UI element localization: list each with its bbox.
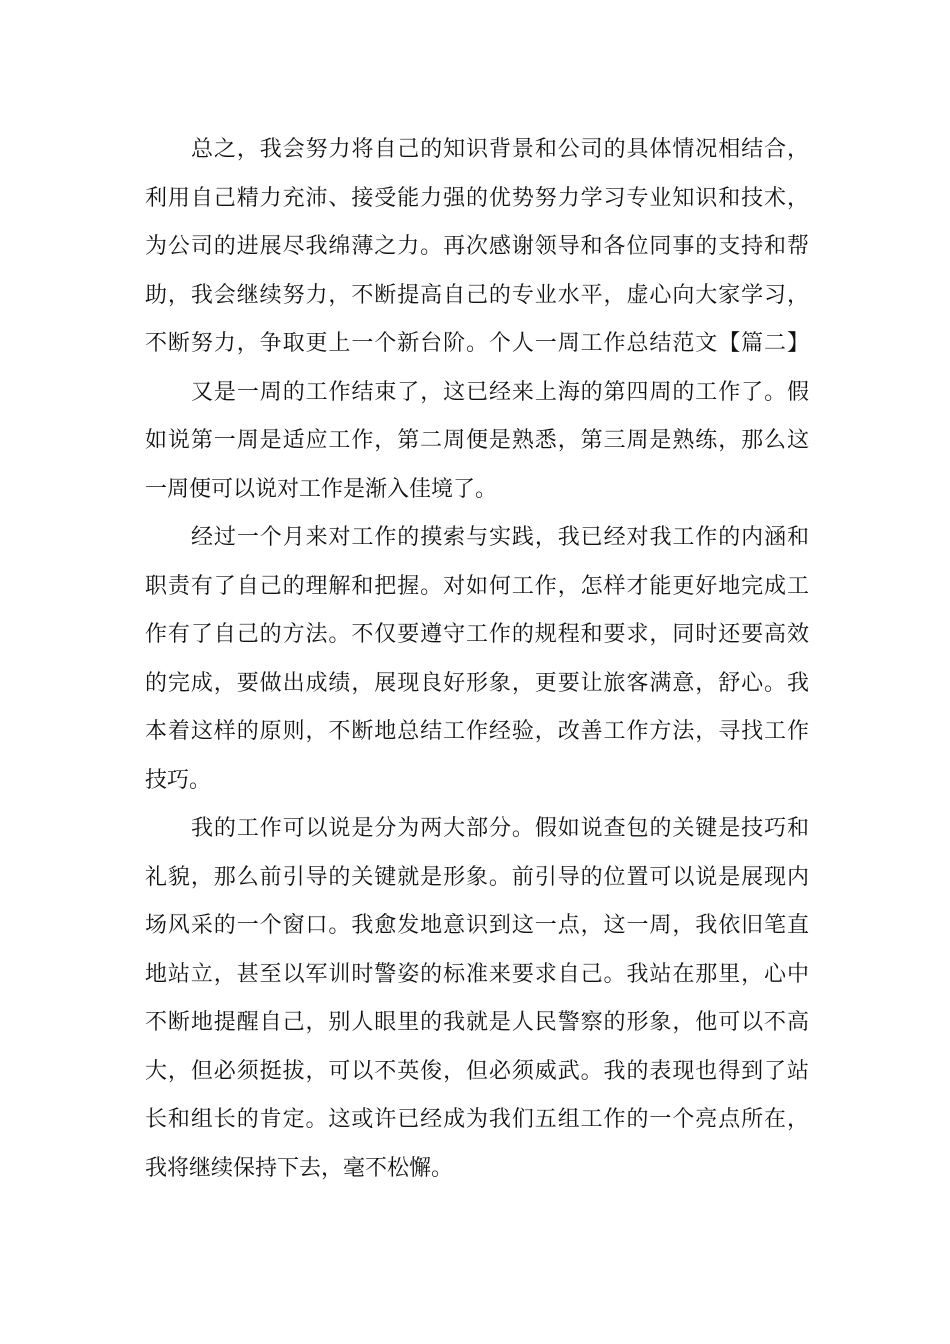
paragraph xyxy=(145,126,809,369)
text-line: 助，我会继续努力，不断提高自己的专业水平，虚心向大家学习， xyxy=(145,282,809,308)
text-line: 总之，我会努力将自己的知识背景和公司的具体情况相结合， xyxy=(191,137,809,162)
text-line: 又是一周的工作结束了，这已经来上海的第四周的工作了。假 xyxy=(191,379,809,405)
text-line: 地站立，甚至以军训时警姿的标准来要求自己。我站在那里，心中 xyxy=(145,961,809,987)
text-line: 我的工作可以说是分为两大部分。假如说查包的关键是技巧和 xyxy=(191,816,809,841)
text-line: 场风采的一个窗口。我愈发地意识到这一点，这一周，我依旧笔直 xyxy=(145,913,809,938)
document-body xyxy=(145,126,809,1193)
paragraph xyxy=(145,369,809,515)
text-line: 长和组长的肯定。这或许已经成为我们五组工作的一个亮点所在， xyxy=(145,1107,809,1132)
text-line: 大，但必须挺拔，可以不英俊，但必须威武。我的表现也得到了站 xyxy=(145,1058,809,1084)
text-line: 礼貌，那么前引导的关键就是形象。前引导的位置可以说是展现内 xyxy=(145,864,809,890)
paragraph xyxy=(145,514,809,805)
text-line: 利用自己精力充沛、接受能力强的优势努力学习专业知识和技术， xyxy=(145,185,809,211)
text-line: 作有了自己的方法。不仅要遵守工作的规程和要求，同时还要高效 xyxy=(145,622,809,647)
text-line: 我将继续保持下去，毫不松懈。 xyxy=(145,1155,454,1181)
text-line: 为公司的进展尽我绵薄之力。再次感谢领导和各位同事的支持和帮 xyxy=(145,234,809,259)
text-line: 职责有了自己的理解和把握。对如何工作，怎样才能更好地完成工 xyxy=(145,573,809,599)
text-line: 不断努力，争取更上一个新台阶。个人一周工作总结范文【篇二】 xyxy=(145,331,809,356)
text-line: 一周便可以说对工作是渐入佳境了。 xyxy=(145,476,498,502)
text-line: 本着这样的原则，不断地总结工作经验，改善工作方法，寻找工作 xyxy=(145,719,809,744)
text-line: 的完成，要做出成绩，展现良好形象，更要让旅客满意，舒心。我 xyxy=(145,670,809,696)
text-line: 经过一个月来对工作的摸索与实践，我已经对我工作的内涵和 xyxy=(191,525,809,550)
text-line: 不断地提醒自己，别人眼里的我就是人民警察的形象，他可以不高 xyxy=(145,1010,809,1035)
paragraph xyxy=(145,805,809,1193)
text-line: 如说第一周是适应工作，第二周便是熟悉，第三周是熟练，那么这 xyxy=(145,428,809,453)
text-line: 技巧。 xyxy=(145,767,212,793)
